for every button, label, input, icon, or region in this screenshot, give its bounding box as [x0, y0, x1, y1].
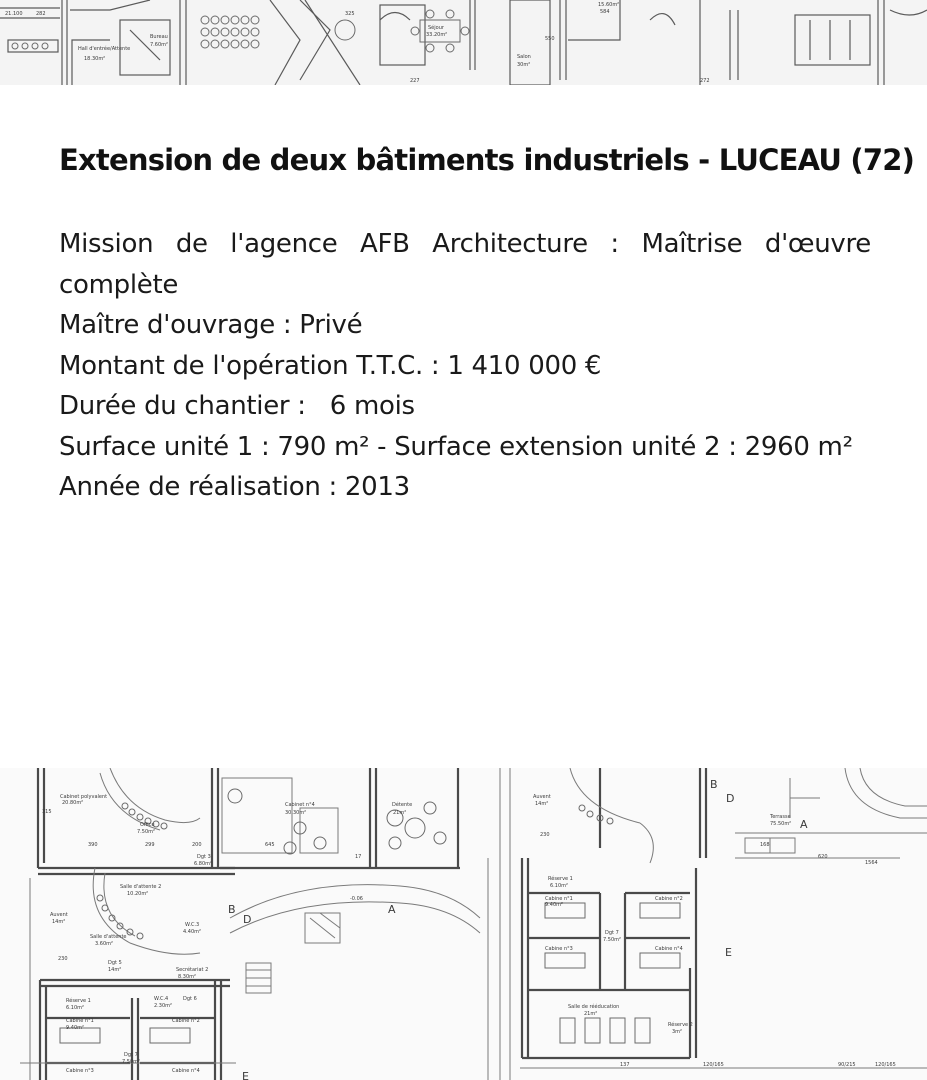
bottom-plan-room-label: Salle d'attente	[90, 934, 127, 940]
bottom-plan-dimension: 90/215	[838, 1062, 856, 1068]
bottom-plan-area: 7.50m²	[137, 829, 156, 835]
project-title: Extension de deux bâtiments industriels - LUCEAU (72)	[59, 143, 915, 177]
duration-value: 6 mois	[329, 391, 415, 421]
client-line: Maître d'ouvrage : Privé	[59, 310, 363, 340]
duration-label: Durée du chantier :	[59, 391, 306, 421]
bottom-plan-room-label: Dgt 5	[108, 960, 122, 966]
bottom-plan-dimension: 17	[355, 854, 362, 860]
bottom-plan-area: 8.30m²	[178, 974, 197, 980]
bottom-plan-room-label-right: Cabine n°4	[655, 946, 683, 952]
bottom-floor-plan	[0, 768, 927, 1080]
top-plan-dimension: 282	[36, 11, 46, 17]
bottom-plan-area-right: 75.50m²	[770, 821, 792, 827]
top-plan-room-label: Bureau	[150, 34, 168, 40]
year-line: Année de réalisation : 2013	[59, 472, 410, 502]
bottom-plan-dimension: 120/165	[875, 1062, 896, 1068]
bottom-plan-area: 6.80m²	[194, 861, 213, 867]
bottom-floor-plan-drawing	[0, 768, 927, 1080]
bottom-plan-area-right: 21m²	[584, 1011, 598, 1017]
surface-line: Surface unité 1 : 790 m² - Surface extension unité 2 : 2960 m²	[59, 431, 853, 462]
top-plan-dimension: 21.100	[5, 11, 23, 17]
bottom-plan-room-label: Auvent	[50, 912, 68, 918]
section-marker-d: D	[243, 913, 252, 926]
bottom-plan-area: 7.50m²	[122, 1059, 141, 1065]
bottom-plan-area: 3.60m²	[95, 941, 114, 947]
top-plan-area: 30m²	[517, 62, 531, 68]
bottom-plan-room-label: Cabine n°3	[66, 1068, 94, 1074]
bottom-plan-dimension: 230	[540, 832, 550, 838]
bottom-plan-room-label: W.C.3	[185, 922, 200, 928]
bottom-plan-room-label: Dgt 6	[183, 996, 197, 1002]
top-plan-dimension: 227	[410, 78, 420, 84]
section-marker-b: B	[228, 903, 236, 916]
top-plan-dimension: 550	[545, 36, 555, 42]
section-marker-a: A	[388, 903, 396, 916]
bottom-plan-dimension: 1564	[865, 860, 878, 866]
bottom-plan-area: 4.40m²	[183, 929, 202, 935]
section-marker-d: D	[726, 792, 735, 805]
section-marker-e: E	[725, 946, 732, 959]
bottom-plan-area: 21m²	[393, 810, 407, 816]
bottom-plan-dimension: 120/165	[703, 1062, 724, 1068]
bottom-plan-area: 20.80m²	[62, 800, 84, 806]
bottom-plan-area-right: 9.40m²	[545, 902, 564, 908]
bottom-plan-room-label-right: Cabine n°1	[545, 896, 573, 902]
bottom-plan-room-label-right: Réserve 2	[668, 1022, 693, 1028]
bottom-plan-room-label: Secrétariat 2	[176, 967, 209, 973]
bottom-plan-area: 6.10m²	[66, 1005, 85, 1011]
bottom-plan-area-right: 3m²	[672, 1029, 683, 1035]
bottom-plan-room-label: W.C.4	[154, 996, 169, 1002]
top-plan-area: 33.20m²	[426, 32, 448, 38]
bottom-plan-room-label: Cabine n°2	[172, 1018, 200, 1024]
bottom-plan-area-right: 6.10m²	[550, 883, 569, 889]
mission-line: Mission de l'agence AFB Architecture : Maîtrise d'œuvre complète	[59, 229, 871, 300]
bottom-plan-area: 9.40m²	[66, 1025, 85, 1031]
bottom-plan-area: 14m²	[108, 967, 122, 973]
bottom-plan-room-label: Réserve 1	[66, 998, 91, 1004]
top-plan-area: 18.30m²	[84, 56, 106, 62]
top-plan-dimension: 325	[345, 11, 355, 17]
bottom-plan-dimension: 137	[620, 1062, 630, 1068]
section-marker-b: B	[710, 778, 718, 791]
bottom-plan-dimension: 315	[42, 809, 52, 815]
bottom-plan-area: 2.30m²	[154, 1003, 173, 1009]
section-marker-a: A	[800, 818, 808, 831]
bottom-plan-dimension: 390	[88, 842, 98, 848]
bottom-plan-room-label: Cabine n°1	[66, 1018, 94, 1024]
bottom-plan-dimension: 200	[192, 842, 202, 848]
bottom-plan-area: 14m²	[52, 919, 66, 925]
project-description	[59, 136, 915, 508]
bottom-plan-area-right: 14m²	[535, 801, 549, 807]
duration-line	[59, 386, 871, 427]
bottom-plan-room-label-right: Auvent	[533, 794, 551, 800]
bottom-plan-room-label: Dgt 3	[197, 854, 211, 860]
bottom-plan-room-label: Cabinet n°4	[285, 802, 315, 808]
bottom-plan-room-label: Cabinet polyvalent	[60, 794, 108, 800]
bottom-plan-dimension: 168	[760, 842, 770, 848]
level-marker: -0.06	[350, 896, 363, 902]
bottom-plan-dimension: 299	[145, 842, 155, 848]
bottom-plan-dimension: 645	[265, 842, 275, 848]
bottom-plan-room-label: Cabine n°4	[172, 1068, 200, 1074]
bottom-plan-room-label-right: Cabine n°3	[545, 946, 573, 952]
top-floor-plan	[0, 0, 927, 85]
top-plan-room-label: Séjour	[428, 25, 444, 31]
top-floor-plan-drawing	[0, 0, 927, 85]
bottom-plan-room-label-right: Réserve 1	[548, 876, 573, 882]
section-marker-e: E	[242, 1070, 249, 1080]
bottom-plan-room-label: Détente	[392, 802, 413, 808]
bottom-plan-dimension: 230	[58, 956, 68, 962]
bottom-plan-room-label-right: Salle de rééducation	[568, 1004, 620, 1010]
bottom-plan-room-label: Office	[140, 822, 155, 828]
top-plan-room-label: Salon	[517, 54, 531, 60]
bottom-plan-area-right: 7.50m²	[603, 937, 622, 943]
bottom-plan-area: 10.20m²	[127, 891, 149, 897]
top-plan-dimension: 584	[600, 9, 610, 15]
top-plan-dimension: 272	[700, 78, 710, 84]
top-plan-area: 15.60m²	[598, 2, 620, 8]
top-plan-area: 7.60m²	[150, 42, 169, 48]
bottom-plan-room-label: Dgt 7	[124, 1052, 138, 1058]
top-plan-room-label: Hall d'entrée/Attente	[78, 46, 131, 52]
bottom-plan-dimension: 620	[818, 854, 828, 860]
project-details	[59, 224, 871, 508]
bottom-plan-room-label-right: Dgt 7	[605, 930, 619, 936]
bottom-plan-room-label-right: Terrasse	[770, 814, 791, 820]
bottom-plan-room-label-right: Cabine n°2	[655, 896, 683, 902]
bottom-plan-room-label: Salle d'attente 2	[120, 884, 162, 890]
amount-line: Montant de l'opération T.T.C. : 1 410 000 €	[59, 350, 602, 381]
bottom-plan-area: 30.30m²	[285, 810, 307, 816]
